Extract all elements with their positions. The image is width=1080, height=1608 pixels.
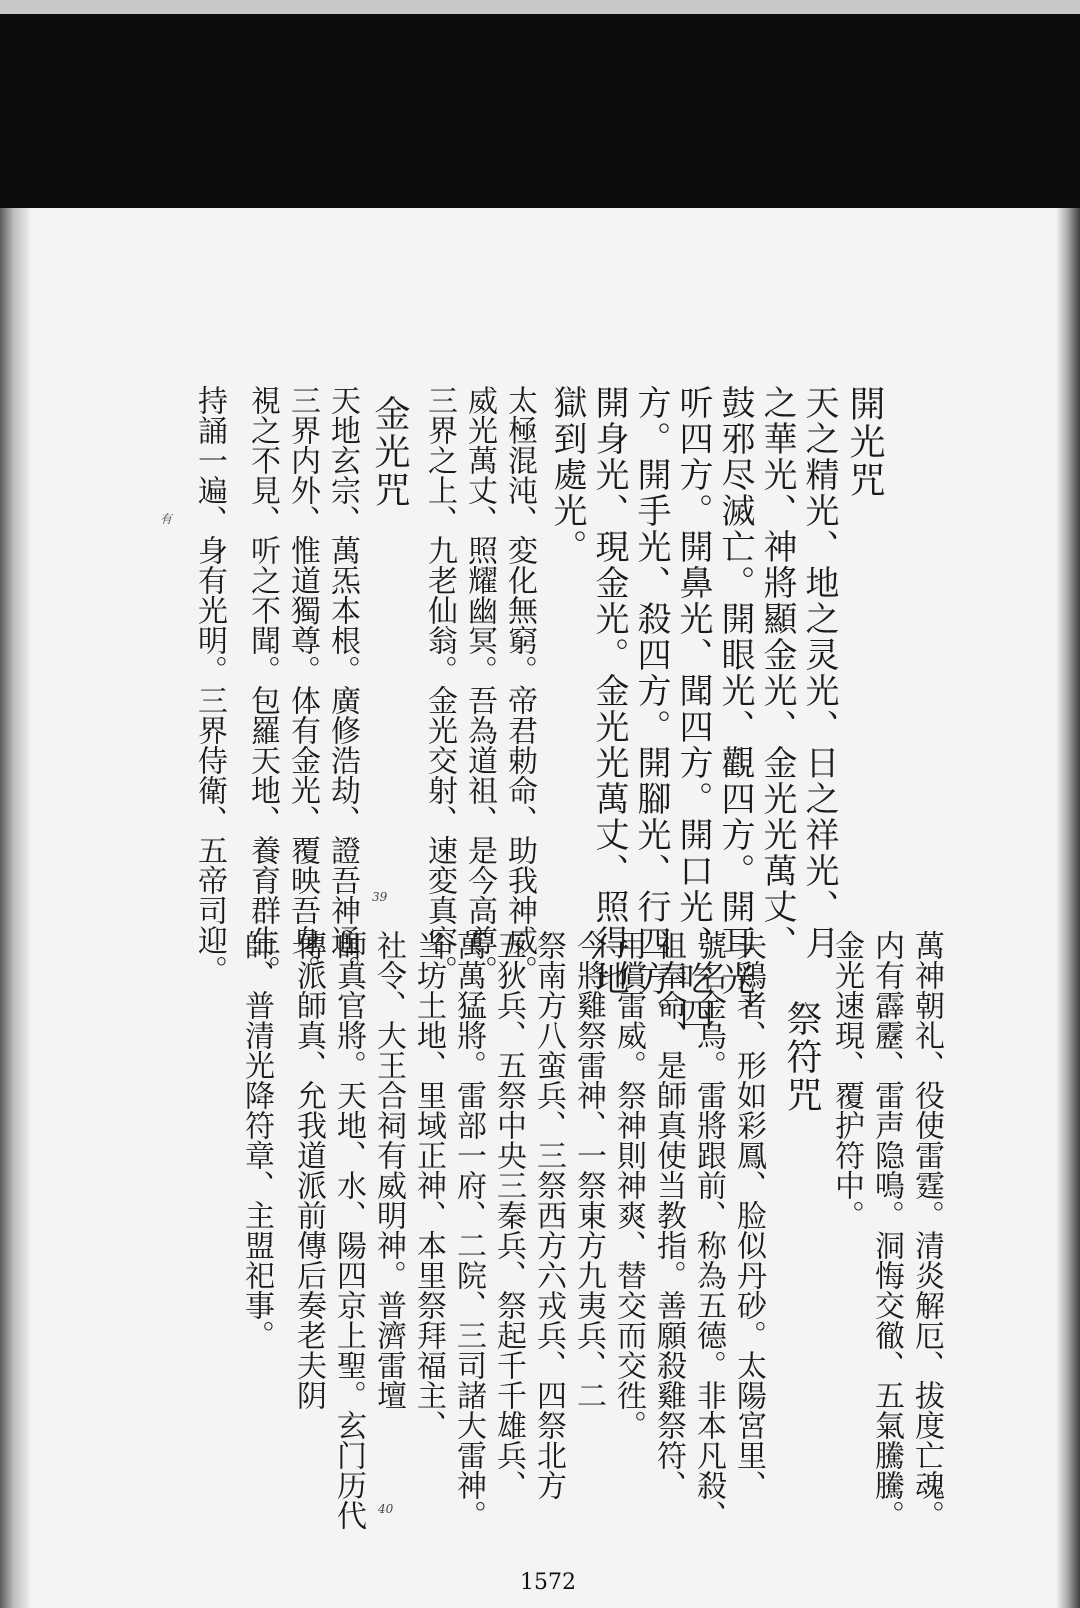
- text-column: 號名金烏。雷將跟前、称為五德。非本凡殺、: [691, 930, 726, 1530]
- text-column: 萬萬猛將。雷部一府、二院、三司諸大雷神。: [451, 930, 486, 1530]
- text-column: 鼓邪尽滅亡。開眼光、觀四方。開耳光、: [715, 385, 755, 1033]
- text-column: 听四方。開鼻光、聞四方。開口光、吃四: [673, 385, 713, 1033]
- book-edge-shadow-right: [1056, 208, 1080, 1608]
- text-column: 三界之上、九老仙翁。金光交射、速変真容。: [422, 385, 457, 985]
- margin-note: 有: [160, 512, 173, 526]
- title-kaiguang-zhou: 開光咒: [844, 385, 885, 499]
- lower-text-block: [170, 930, 960, 1530]
- text-column: 之華光、神將顯金光、金光光萬丈、: [757, 385, 797, 961]
- text-column: 五狄兵、五祭中央三秦兵、祭起千千雄兵、: [491, 930, 526, 1500]
- text-column: 内有霹靂、雷声隐鳴。洞悔交徹、五氣騰騰。: [869, 930, 904, 1530]
- text-column: 夫鶏者、形如彩鳳、脸似丹砂。太陽宮里、: [731, 930, 766, 1500]
- folio-number-39: 39: [372, 890, 388, 904]
- text-column: 金光速現、覆护符中。: [829, 930, 864, 1230]
- text-column: 方。開手光、殺四方。開腳光、行四方。: [631, 385, 671, 1033]
- text-column: 威光萬丈、照耀幽冥。吾為道祖、是今高尊。: [462, 385, 497, 985]
- text-column: 持誦一遍、身有光明。三界侍衛、五帝司迎。: [192, 385, 227, 985]
- text-column: 天地玄宗、萬炁本根。廣修浩劫、證吾神通。: [325, 385, 360, 985]
- book-spine-shadow-left: [0, 208, 30, 1608]
- scan-black-band: [0, 14, 1080, 208]
- text-column: 師真官將。天地、水、陽四京上聖。玄门历代: [331, 930, 366, 1530]
- text-column: 三界内外、惟道獨尊。体有金光、覆映吾身。: [285, 385, 320, 985]
- text-column: 太極混沌、変化無窮。帝君勅命、助我神威。: [502, 385, 537, 985]
- top-grey-bar: [0, 0, 1080, 14]
- text-column: 師、普清光降符章、主盟祀事。: [239, 930, 274, 1350]
- text-column: 獄到處光。: [547, 385, 587, 565]
- text-column: 今將雞祭雷神、一祭東方九夷兵、二: [571, 930, 606, 1410]
- text-column: 傳派師真、允我道派前傳后奏老夫阴: [291, 930, 326, 1410]
- text-column: 祖奉命、是師真使当教指。善願殺雞祭符、: [651, 930, 686, 1500]
- text-column: 視之不見、听之不聞。包羅天地、養育群生。: [245, 385, 280, 985]
- text-column: 社令、大王合祠有威明神。普濟雷壇: [371, 930, 406, 1410]
- folio-number-40: 40: [378, 1502, 394, 1516]
- text-column: 当坊土地、里域正神、本里祭拜福主、: [411, 930, 446, 1440]
- text-column: 開身光、現金光。金光光萬丈、照得地: [589, 385, 629, 997]
- title-jifu-zhou: 祭符咒: [781, 1000, 822, 1114]
- page-number: 1572: [520, 1570, 576, 1595]
- title-jinguang-zhou: 金光咒: [369, 395, 410, 509]
- upper-text-block: [180, 385, 885, 1033]
- text-column: 萬神朝礼、役使雷霆。清炎解厄、拔度亡魂。: [909, 930, 944, 1530]
- text-column: 用償雷威。祭神則神爽、替交而交徃。: [611, 930, 646, 1440]
- text-column: 祭南方八蛮兵、三祭西方六戎兵、四祭北方: [531, 930, 566, 1500]
- text-column: 天之精光、地之灵光、日之祥光、月: [799, 385, 839, 961]
